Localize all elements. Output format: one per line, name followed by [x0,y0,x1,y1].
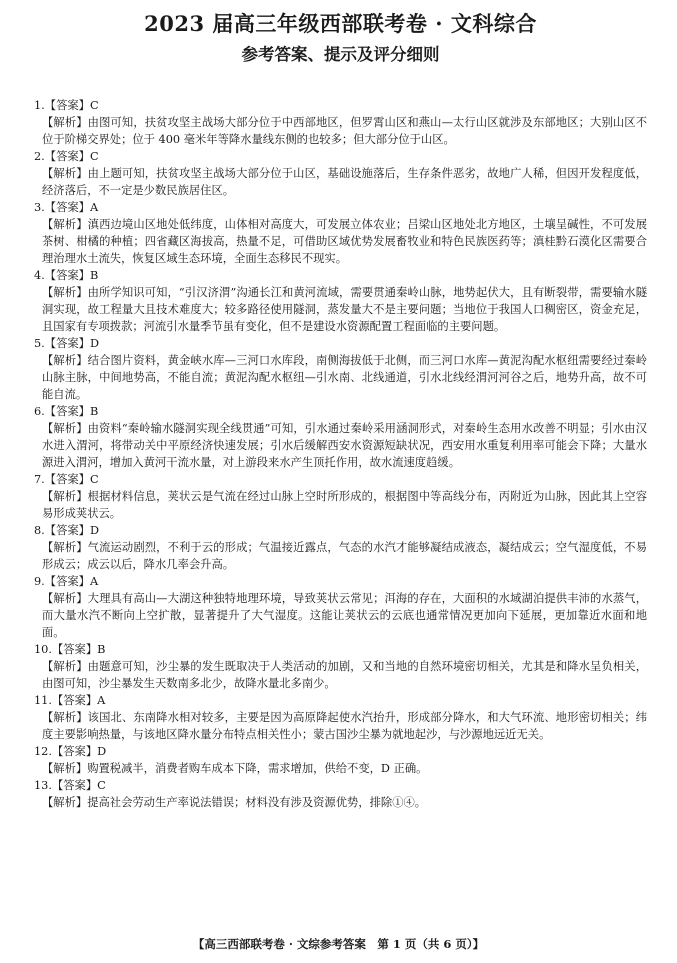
answer-line: 10.【答案】B [34,643,106,656]
answer-line: 4.【答案】B [34,269,99,282]
question-item [34,522,647,573]
question-item [34,148,647,199]
answer-line: 11.【答案】A [34,694,106,707]
answer-line: 1.【答案】C [34,99,99,112]
question-item [34,335,647,403]
page-footer: 【高三西部联考卷 · 文综参考答案 第 1 页（共 6 页）】 [192,937,485,951]
question-item [34,97,647,148]
analysis-text: 【解析】根据材料信息，荚状云是气流在经过山脉上空时所形成的，根据图中等高线分布，丙附近为山脉，因此其上空容易形成荚状云。 [42,490,647,520]
question-item [34,641,647,692]
answer-list [34,97,647,811]
analysis-text: 【解析】该国北、东南降水相对较多，主要是因为高原降起使水汽抬升，形成部分降水，和大气环流、地形密切相关；纬度主要影响热量，与该地区降水量分布特点相关性小；蒙古国沙尘暴为就地起沙，与沙源地远近无关。 [42,711,647,741]
answer-line: 2.【答案】C [34,150,99,163]
analysis-text: 【解析】由所学知识可知，“引汉济渭”沟通长江和黄河流域，需要贯通秦岭山脉，地势起伏大，且有断裂带，需要输水隧洞实现，故工程量大且技术难度大；较多路径使用隧洞，蒸发量大不是主要问题；当地位于我国人口稠密区，资金充足，且国家有专项拨款；河流引水量季节虽有变化，但不是建设水资源配置工程面临的主要问题。 [42,286,647,333]
question-item [34,777,647,811]
page-title: 2023 届高三年级西部联考卷 · 文科综合 [144,11,537,36]
page-subtitle: 参考答案、提示及评分细则 [241,45,440,64]
answer-line: 12.【答案】D [34,745,107,758]
analysis-text: 【解析】大理具有高山—大湖这种独特地理环境，导致荚状云常见；洱海的存在，大面积的水域湖泊提供丰沛的水蒸气，而大量水汽不断向上空扩散，显著提升了大气湿度。这能让荚状云的云底也通常情况更加向下延展，更加靠近水面和地面。 [42,592,647,639]
question-item [34,403,647,471]
answer-line: 13.【答案】C [34,779,106,792]
question-item [34,743,647,777]
answer-line: 8.【答案】D [34,524,100,537]
analysis-text: 【解析】购置税减半，消费者购车成本下降，需求增加，供给不变，D 正确。 [42,762,428,775]
answer-line: 7.【答案】C [34,473,99,486]
question-item [34,199,647,267]
question-item [34,267,647,335]
analysis-text: 【解析】由图可知，扶贫攻坚主战场大部分位于中西部地区，但罗霄山区和燕山—太行山区就涉及东部地区；大别山区不位于阶梯交界处；位于 400 毫米年等降水量线东侧的也较多；但大部分位于山区。 [42,116,647,146]
answer-line: 9.【答案】A [34,575,99,588]
analysis-text: 【解析】由题意可知，沙尘暴的发生既取决于人类活动的加剧，又和当地的自然环境密切相关，尤其是和降水呈负相关，由图可知，沙尘暴发生天数南多北少，故降水量北多南少。 [42,660,647,690]
question-item [34,692,647,743]
analysis-text: 【解析】由资料“秦岭输水隧洞实现全线贯通”可知，引水通过秦岭采用涵洞形式，对秦岭生态用水改善不明显；引水由汉水进入渭河，将带动关中平原经济快速发展；引水后缓解西安水资源短缺状况，西安用水重复利用率可能会下降；大量水源进入渭河，增加入黄河干流水量，对上游段来水产生顶托作用，故水流速度趋缓。 [42,422,647,469]
answer-line: 3.【答案】A [34,201,99,214]
analysis-text: 【解析】由上题可知，扶贫攻坚主战场大部分位于山区，基础设施落后，生存条件恶劣，故地广人稀，但因开发程度低，经济落后，不一定是少数民族居住区。 [42,167,647,197]
analysis-text: 【解析】气流运动剧烈，不利于云的形成；气温接近露点，气态的水汽才能够凝结成液态，凝结成云；空气湿度低，不易形成云；成云以后，降水几率会升高。 [42,541,647,571]
answer-line: 5.【答案】D [34,337,100,350]
analysis-text: 【解析】结合图片资料，黄金峡水库—三河口水库段，南侧海拔低于北侧，而三河口水库—黄泥沟配水枢纽需要经过秦岭山脉主脉，中间地势高，不能自流；黄泥沟配水枢纽—引水南、北线通道，引水北线经渭河河谷之后，地势升高，故不可能自流。 [42,354,647,401]
question-item [34,471,647,522]
answer-line: 6.【答案】B [34,405,99,418]
analysis-text: 【解析】提高社会劳动生产率说法错误；材料没有涉及资源优势，排除①④。 [42,796,427,809]
question-item [34,573,647,641]
analysis-text: 【解析】滇西边境山区地处低纬度，山体相对高度大，可发展立体农业；吕梁山区地处北方地区，土壤呈碱性，不可发展茶树、柑橘的种植；四省藏区海拔高，热量不足，可借助区域优势发展畜牧业和特色民族医药等；滇桂黔石漠化区需要合理治理水土流失，恢复区域生态环境，全面生态移民不现实。 [42,218,647,265]
